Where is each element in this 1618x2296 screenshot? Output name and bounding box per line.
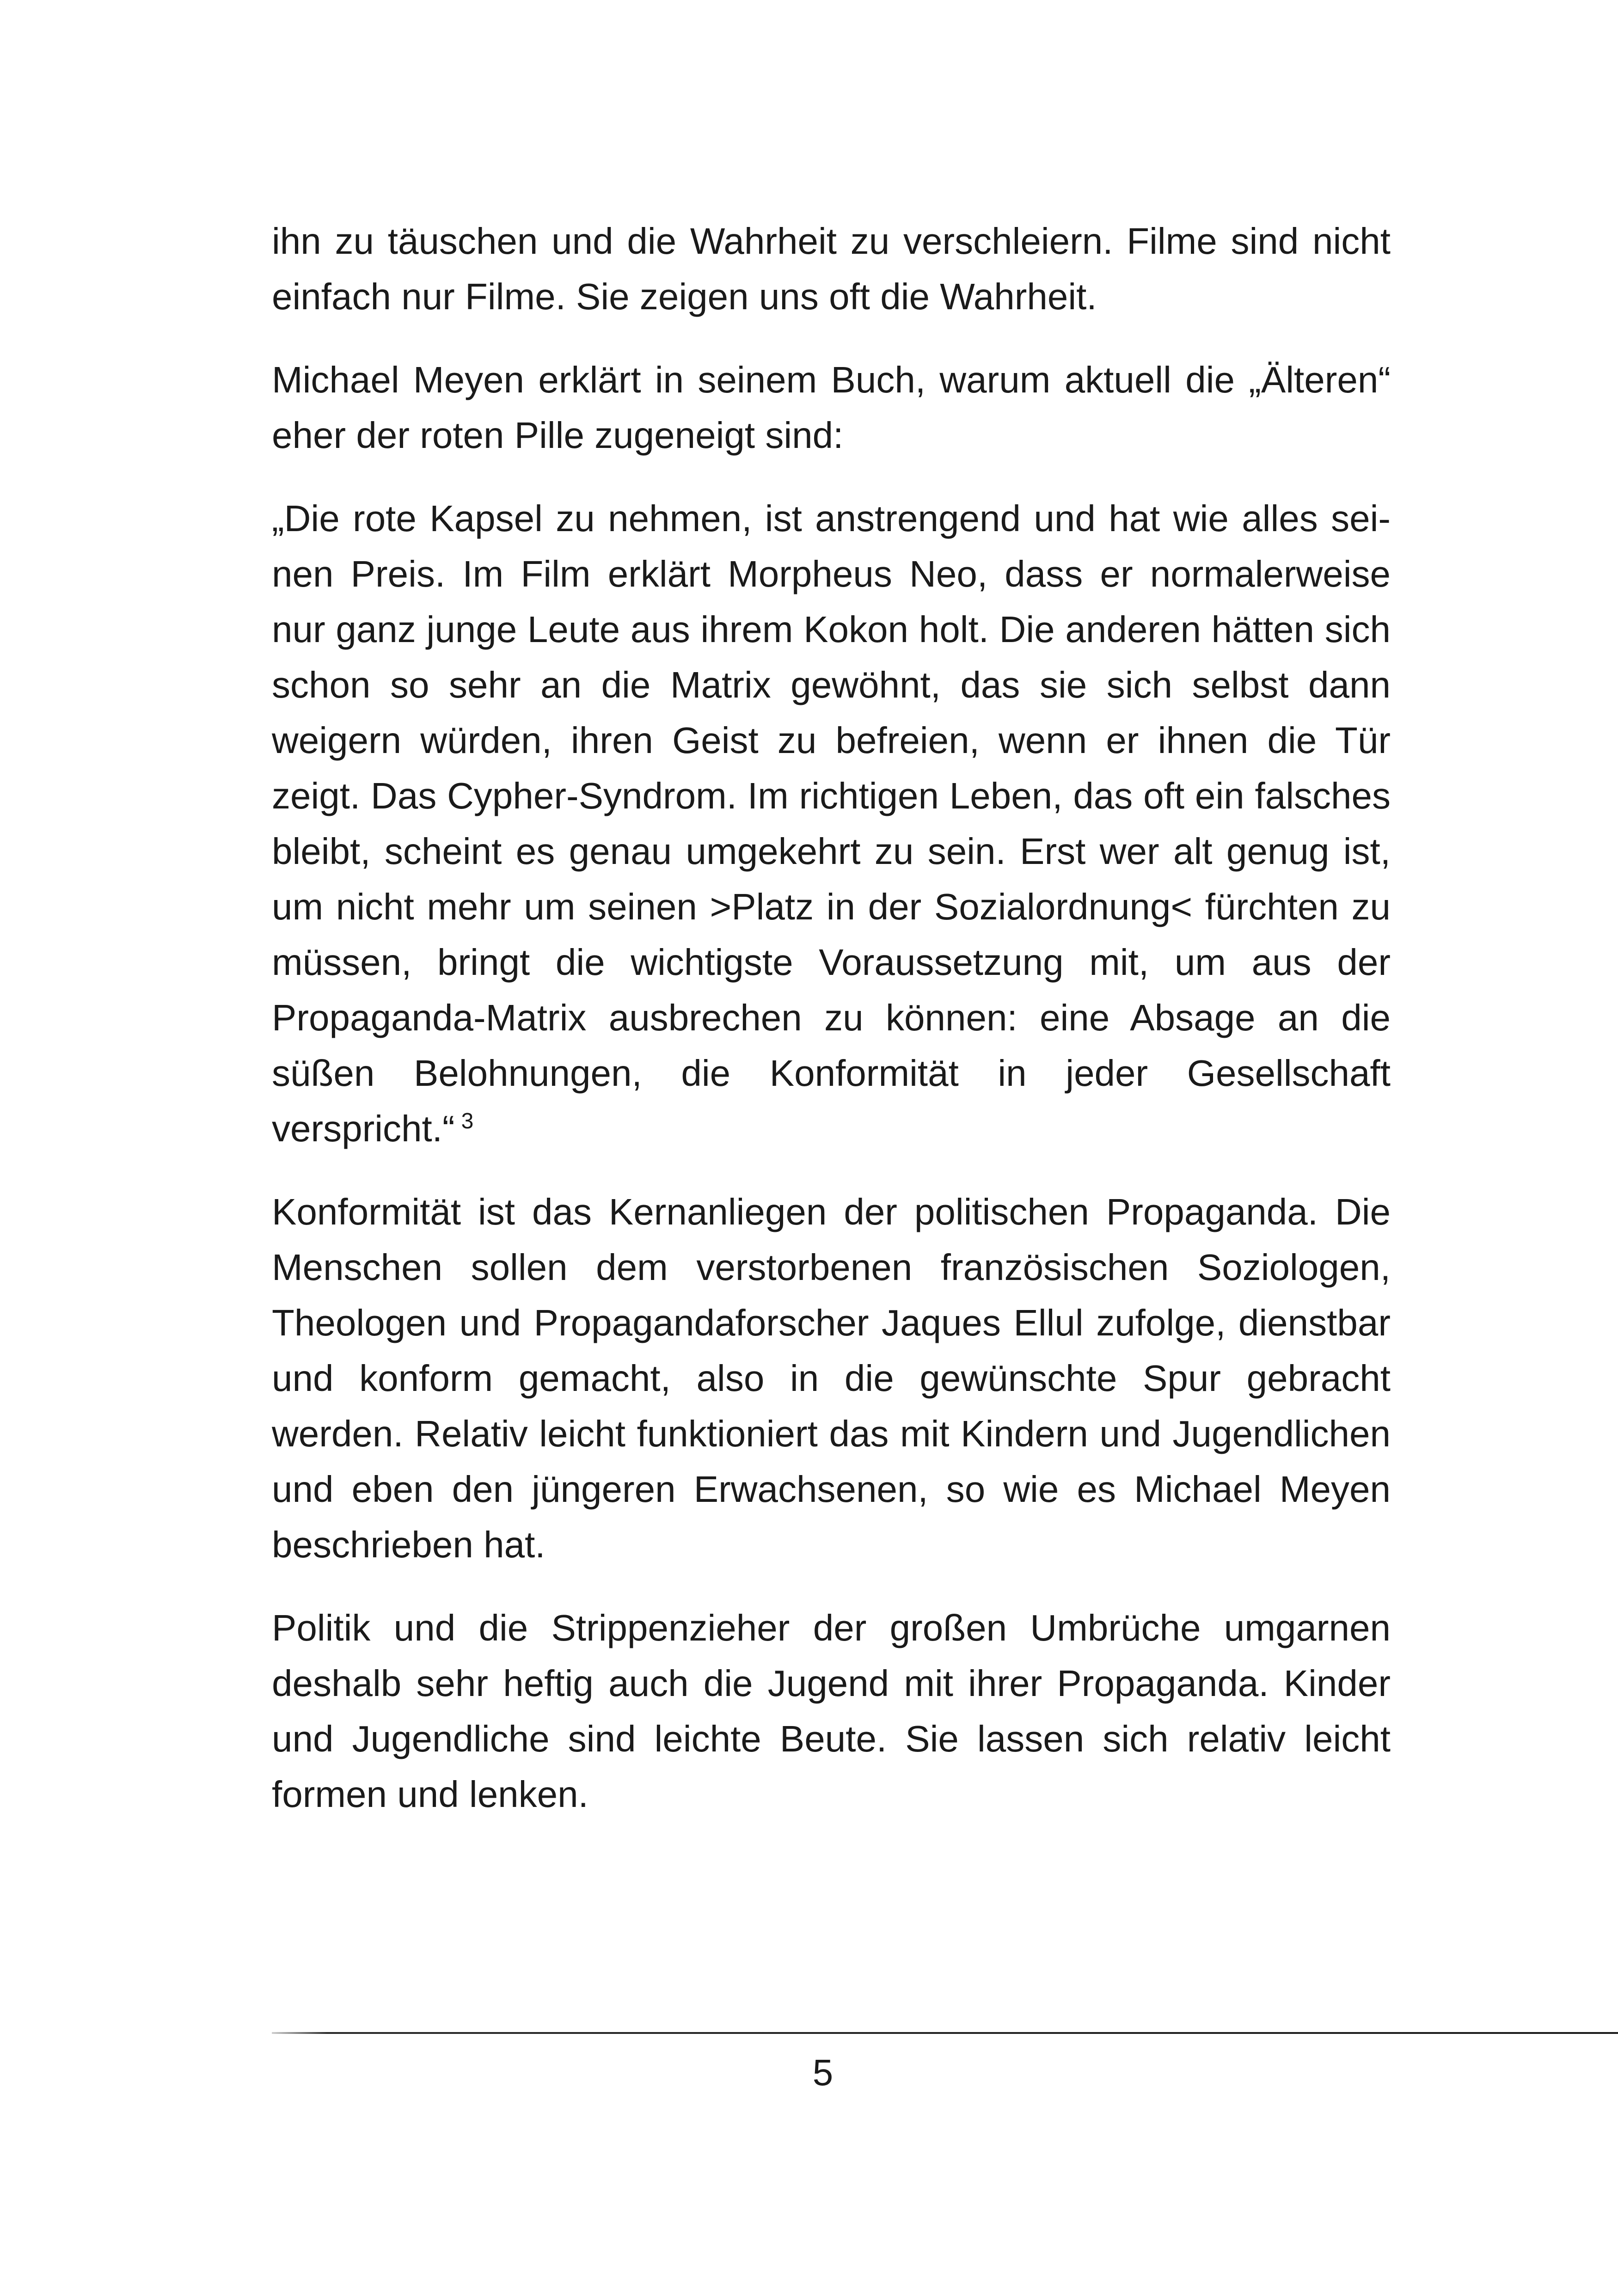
paragraph-5: Politik und die Strippenzieher der großen Umbrüche umgarnen deshalb sehr heftig auch die Jugend mit ihrer Propaganda. Kinder und Jugendliche sind leichte Beute. Sie lassen sich relativ leicht formen und lenken. [272, 1607, 1391, 1815]
quotation-text: „Die rote Kapsel zu nehmen, ist anstrengend und hat wie alles seinen Preis. Im Film erklärt Morpheus Neo, dass er normalerweise nur ganz junge Leute aus ihrem Kokon holt. Die anderen hätten sich schon so sehr an die Matrix gewöhnt, das sie sich selbst dann weigern würden, ihren Geist zu befreien, wenn er ihnen die Tür zeigt. Das Cypher-Syndrom. Im richtigen Leben, das oft ein falsches bleibt, scheint es genau umgekehrt zu sein. Erst wer alt genug ist, um nicht mehr um seinen >Platz in der Sozialordnung< fürchten zu müssen, bringt die wichtigste Voraussetzung mit, um aus der Propaganda-Matrix ausbrechen zu können: eine Absage an die süßen Belohnungen, die Konformität in jeder Gesellschaft verspricht.“ [272, 498, 1391, 1149]
quotation-paragraph [272, 491, 1391, 1157]
paragraph-4: Konformität ist das Kernanliegen der politischen Propaganda. Die Menschen sollen dem verstorbenen französischen Soziologen, Theologen und Propagandaforscher Jaques Ellul zufolge, dienstbar und konform gemacht, also in die gewünschte Spur gebracht werden. Relativ leicht funktioniert das mit Kindern und Jugendlichen und eben den jüngeren Erwachsenen, so wie es Michael Meyen beschrieben hat. [272, 1191, 1391, 1565]
footnote-reference: 3 [461, 1109, 474, 1134]
paragraph-2: Michael Meyen erklärt in seinem Buch, warum aktuell die „Älteren“ eher der roten Pille zugeneigt sind: [272, 359, 1391, 456]
paragraph-1: ihn zu täuschen und die Wahrheit zu verschleiern. Filme sind nicht einfach nur Filme. Sie zeigen uns oft die Wahrheit. [272, 220, 1391, 317]
page-number: 5 [812, 2052, 834, 2093]
body-text [272, 214, 1391, 1850]
footer-divider [272, 2032, 1618, 2034]
